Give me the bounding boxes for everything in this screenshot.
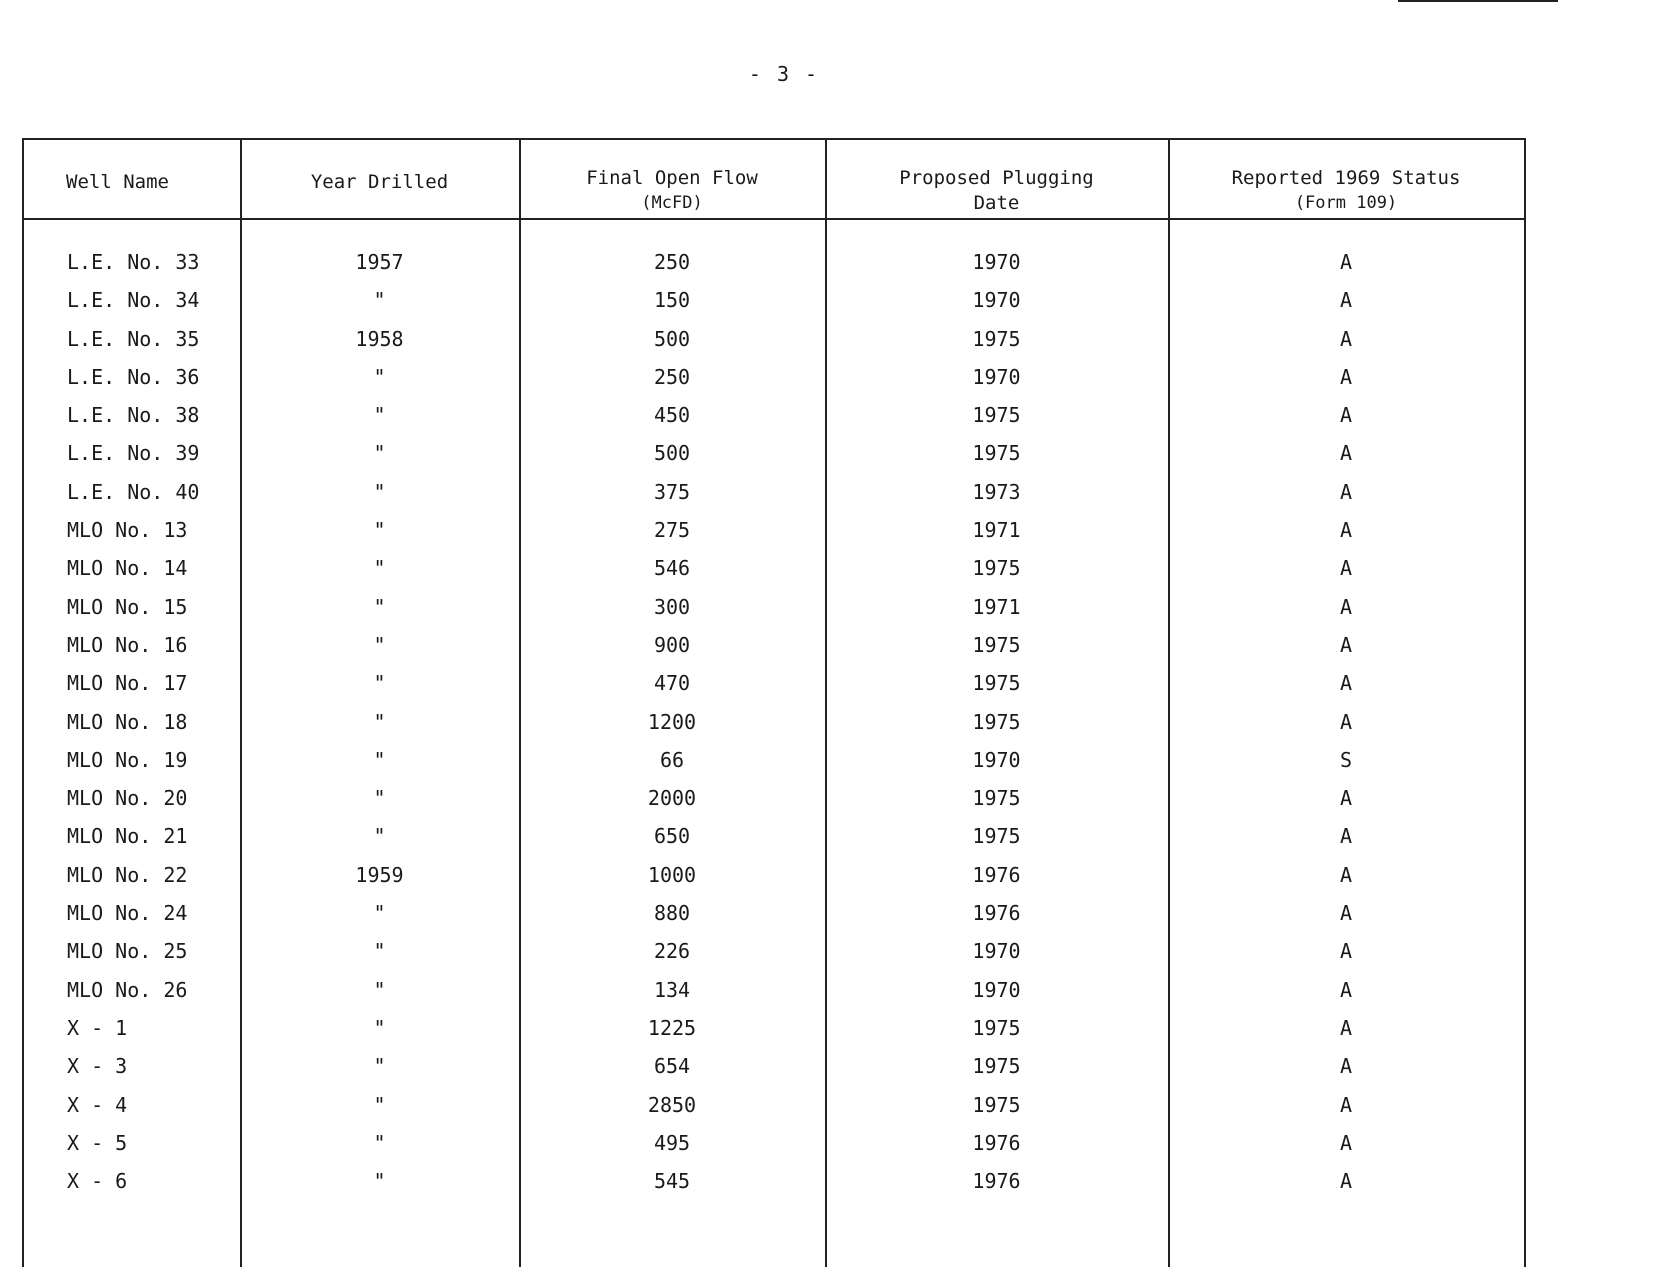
- table-row: [22, 241, 1524, 279]
- plug-date-cell: 1970: [972, 250, 1021, 274]
- plug-date-cell: 1976: [972, 901, 1021, 926]
- status-cell: A: [1339, 632, 1353, 657]
- plug-date-cell: 1975: [972, 326, 1021, 351]
- table-row: [22, 394, 1524, 432]
- plug-date-cell: 1970: [972, 364, 1021, 389]
- well-name-cell: MLO No. 14: [67, 556, 188, 581]
- flow-cell: 150: [653, 288, 691, 313]
- well-name-cell: X - 3: [67, 1054, 128, 1079]
- status-cell: S: [1339, 747, 1353, 772]
- flow-cell: 1225: [647, 1015, 697, 1040]
- status-cell: A: [1339, 1015, 1353, 1040]
- plug-date-cell: 1975: [972, 556, 1021, 581]
- header-year-drilled: Year Drilled: [310, 171, 449, 193]
- well-name-cell: MLO No. 19: [67, 747, 188, 772]
- year-cell: ": [373, 441, 386, 466]
- status-cell: A: [1339, 403, 1353, 428]
- table-row: [22, 701, 1524, 739]
- well-name-cell: MLO No. 24: [67, 901, 188, 926]
- well-name-cell: MLO No. 18: [67, 709, 188, 734]
- table-row: [22, 739, 1524, 777]
- flow-cell: 654: [653, 1054, 691, 1079]
- flow-cell: 2850: [647, 1092, 697, 1117]
- page-number: - 3 -: [748, 62, 820, 86]
- status-cell: A: [1339, 1054, 1353, 1079]
- year-cell: 1957: [355, 250, 404, 274]
- table-row: [22, 969, 1524, 1007]
- status-cell: A: [1339, 671, 1353, 696]
- status-cell: A: [1339, 288, 1353, 313]
- table-row: [22, 1160, 1524, 1198]
- table-row: [22, 432, 1524, 470]
- status-cell: A: [1339, 862, 1353, 887]
- status-cell: A: [1339, 250, 1353, 274]
- plug-date-cell: 1975: [972, 441, 1021, 466]
- table-row: [22, 1045, 1524, 1083]
- plug-date-cell: 1975: [972, 824, 1021, 849]
- status-cell: A: [1339, 594, 1353, 619]
- table-row: [22, 624, 1524, 662]
- status-cell: A: [1339, 1169, 1353, 1194]
- flow-cell: 500: [653, 326, 691, 351]
- year-cell: ": [373, 479, 386, 504]
- status-cell: A: [1339, 709, 1353, 734]
- year-cell: ": [373, 632, 386, 657]
- flow-cell: 546: [653, 556, 691, 581]
- well-name-cell: MLO No. 17: [67, 671, 188, 696]
- plug-date-cell: 1970: [972, 747, 1021, 772]
- well-name-cell: MLO No. 20: [67, 786, 188, 811]
- year-cell: ": [373, 824, 386, 849]
- year-cell: ": [373, 288, 386, 313]
- header-bottom-rule: [22, 218, 1524, 220]
- header-reported-status: Reported 1969 Status (Form 109): [1231, 167, 1461, 213]
- flow-cell: 250: [653, 364, 691, 389]
- flow-cell: 900: [653, 632, 691, 657]
- table-row: [22, 892, 1524, 930]
- flow-cell: 375: [653, 479, 691, 504]
- flow-cell: 2000: [647, 786, 697, 811]
- plug-date-cell: 1976: [972, 862, 1021, 887]
- flow-cell: 1000: [647, 862, 697, 887]
- flow-cell: 880: [653, 901, 691, 926]
- well-name-cell: MLO No. 13: [67, 518, 188, 543]
- well-name-cell: L.E. No. 40: [67, 479, 200, 504]
- year-cell: ": [373, 556, 386, 581]
- table-row: [22, 662, 1524, 700]
- year-cell: ": [373, 747, 386, 772]
- table-row: [22, 854, 1524, 892]
- status-cell: A: [1339, 786, 1353, 811]
- flow-cell: 450: [653, 403, 691, 428]
- status-cell: A: [1339, 977, 1353, 1002]
- plug-date-cell: 1971: [972, 518, 1021, 543]
- table-row: [22, 279, 1524, 317]
- flow-cell: 250: [653, 250, 691, 274]
- year-cell: ": [373, 594, 386, 619]
- flow-cell: 275: [653, 518, 691, 543]
- well-name-cell: X - 5: [67, 1130, 128, 1155]
- flow-cell: 300: [653, 594, 691, 619]
- year-cell: ": [373, 977, 386, 1002]
- table-row: [22, 1007, 1524, 1045]
- table-border-right: [1524, 138, 1526, 1267]
- year-cell: ": [373, 1015, 386, 1040]
- flow-cell: 66: [659, 747, 685, 772]
- table-row: [22, 815, 1524, 853]
- plug-date-cell: 1975: [972, 403, 1021, 428]
- table-row: [22, 777, 1524, 815]
- status-cell: A: [1339, 824, 1353, 849]
- well-name-cell: X - 6: [67, 1169, 128, 1194]
- well-name-cell: MLO No. 26: [67, 977, 188, 1002]
- well-name-cell: MLO No. 15: [67, 594, 188, 619]
- plug-date-cell: 1970: [972, 977, 1021, 1002]
- plug-date-cell: 1975: [972, 632, 1021, 657]
- year-cell: ": [373, 364, 386, 389]
- status-cell: A: [1339, 479, 1353, 504]
- year-cell: ": [373, 671, 386, 696]
- year-cell: ": [373, 518, 386, 543]
- well-name-cell: L.E. No. 34: [67, 288, 200, 313]
- table-row: [22, 586, 1524, 624]
- table-body: [22, 241, 1524, 1198]
- year-cell: ": [373, 1169, 386, 1194]
- plug-date-cell: 1975: [972, 1054, 1021, 1079]
- status-cell: A: [1339, 901, 1353, 926]
- year-cell: ": [373, 403, 386, 428]
- header-proposed-plugging-date: Proposed Plugging Date: [899, 167, 1094, 214]
- plug-date-cell: 1975: [972, 1092, 1021, 1117]
- year-cell: ": [373, 1092, 386, 1117]
- plug-date-cell: 1975: [972, 1015, 1021, 1040]
- flow-cell: 500: [653, 441, 691, 466]
- table-row: [22, 547, 1524, 585]
- header-well-name: Well Name: [66, 171, 169, 193]
- well-name-cell: X - 4: [67, 1092, 128, 1117]
- table-row: [22, 930, 1524, 968]
- well-name-cell: MLO No. 22: [67, 862, 188, 887]
- plug-date-cell: 1971: [972, 594, 1021, 619]
- plug-date-cell: 1975: [972, 786, 1021, 811]
- well-name-cell: MLO No. 16: [67, 632, 188, 657]
- table-top-rule: [22, 138, 1524, 140]
- year-cell: ": [373, 1130, 386, 1155]
- well-table: [22, 138, 1524, 1267]
- table-row: [22, 1084, 1524, 1122]
- plug-date-cell: 1970: [972, 939, 1021, 964]
- table-row: [22, 471, 1524, 509]
- status-cell: A: [1339, 1092, 1353, 1117]
- well-name-cell: L.E. No. 36: [67, 364, 200, 389]
- status-cell: A: [1339, 939, 1353, 964]
- year-cell: ": [373, 786, 386, 811]
- status-cell: A: [1339, 441, 1353, 466]
- flow-cell: 545: [653, 1169, 691, 1194]
- flow-cell: 470: [653, 671, 691, 696]
- plug-date-cell: 1975: [972, 709, 1021, 734]
- well-name-cell: X - 1: [67, 1015, 128, 1040]
- well-name-cell: L.E. No. 38: [67, 403, 200, 428]
- flow-cell: 650: [653, 824, 691, 849]
- table-row: [22, 318, 1524, 356]
- table-row: [22, 356, 1524, 394]
- year-cell: ": [373, 1054, 386, 1079]
- plug-date-cell: 1973: [972, 479, 1021, 504]
- flow-cell: 226: [653, 939, 691, 964]
- status-cell: A: [1339, 326, 1353, 351]
- header-final-open-flow: Final Open Flow (McFD): [586, 167, 758, 213]
- year-cell: ": [373, 901, 386, 926]
- status-cell: A: [1339, 1130, 1353, 1155]
- plug-date-cell: 1976: [972, 1169, 1021, 1194]
- status-cell: A: [1339, 518, 1353, 543]
- table-row: [22, 1122, 1524, 1160]
- status-cell: A: [1339, 556, 1353, 581]
- year-cell: 1959: [355, 862, 404, 887]
- year-cell: ": [373, 709, 386, 734]
- plug-date-cell: 1975: [972, 671, 1021, 696]
- plug-date-cell: 1970: [972, 288, 1021, 313]
- well-name-cell: L.E. No. 33: [67, 250, 200, 274]
- well-name-cell: MLO No. 25: [67, 939, 188, 964]
- flow-cell: 495: [653, 1130, 691, 1155]
- table-row: [22, 509, 1524, 547]
- top-edge-rule: [1398, 0, 1558, 2]
- well-name-cell: MLO No. 21: [67, 824, 188, 849]
- flow-cell: 134: [653, 977, 691, 1002]
- well-name-cell: L.E. No. 35: [67, 326, 200, 351]
- year-cell: ": [373, 939, 386, 964]
- plug-date-cell: 1976: [972, 1130, 1021, 1155]
- flow-cell: 1200: [647, 709, 697, 734]
- year-cell: 1958: [355, 326, 404, 351]
- well-name-cell: L.E. No. 39: [67, 441, 200, 466]
- status-cell: A: [1339, 364, 1353, 389]
